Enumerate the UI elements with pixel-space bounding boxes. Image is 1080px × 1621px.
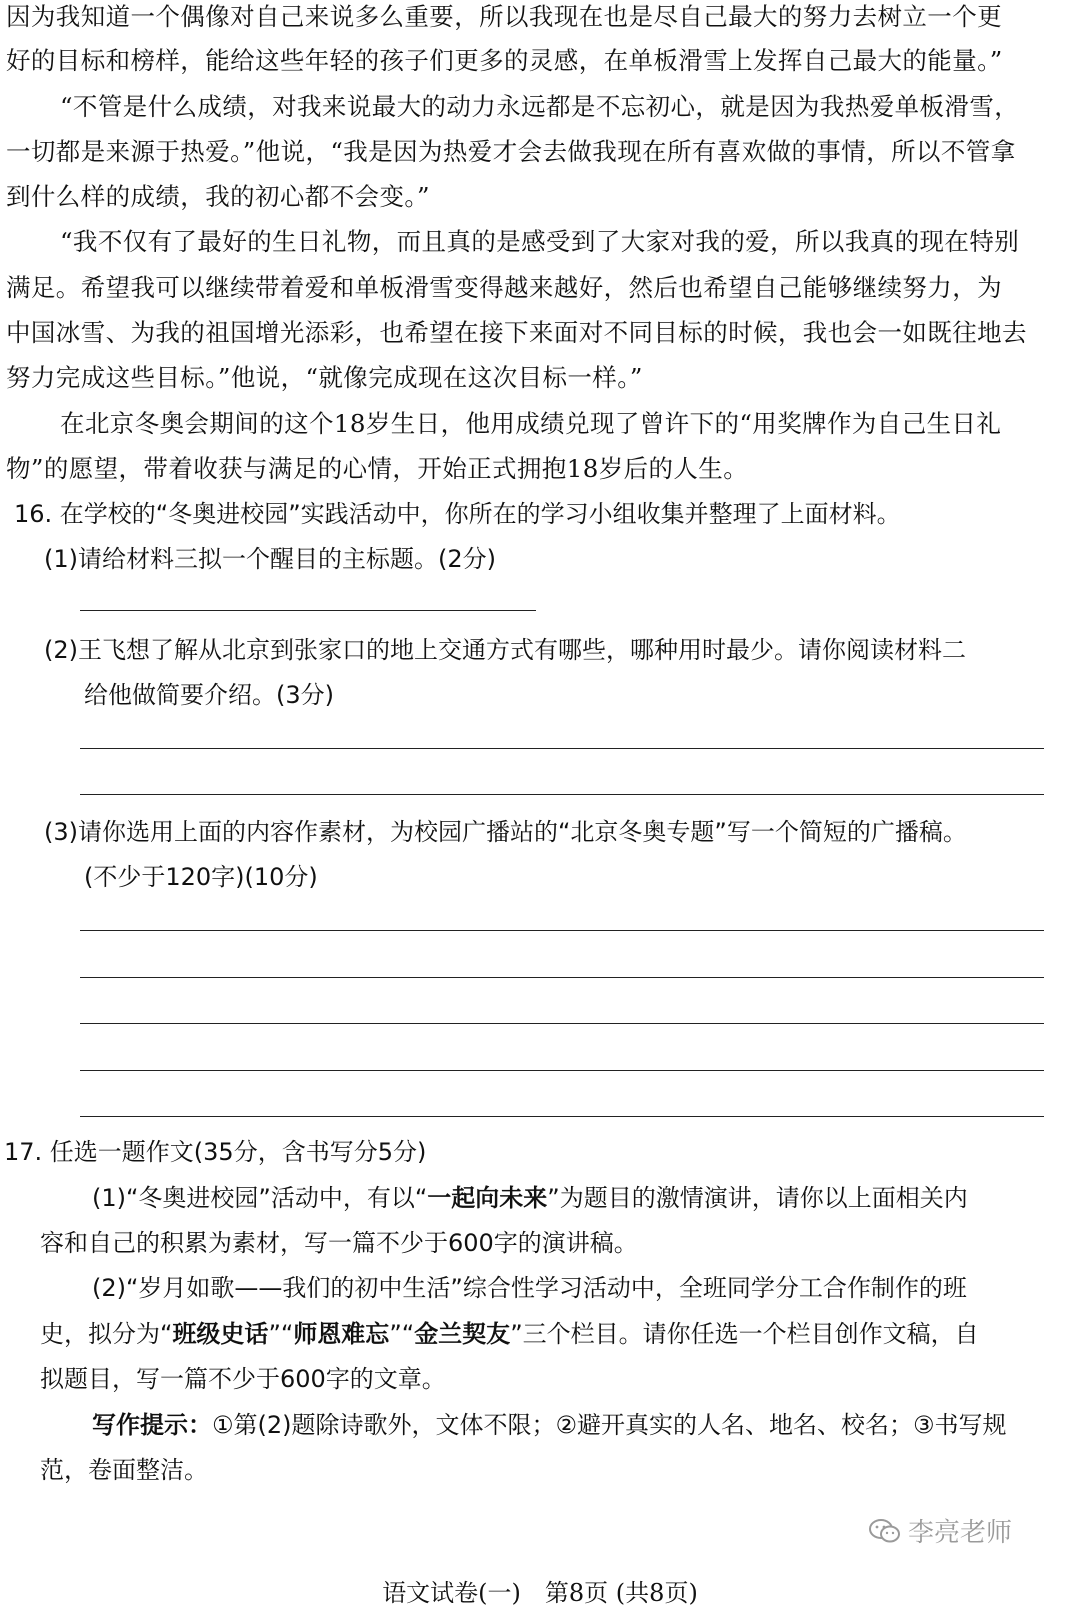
passage-line: 物”的愿望，带着收获与满足的心情，开始正式拥抱18岁后的人生。 [6,454,749,483]
watermark [868,1512,1012,1549]
question-17-option-2-cont: 拟题目，写一篇不少于600字的文章。 [40,1365,446,1393]
answer-line[interactable] [80,977,1044,978]
passage-line: “我不仅有了最好的生日礼物，而且真的是感受到了大家对我的爱，所以我真的现在特别 [60,227,1020,256]
passage-line: 努力完成这些目标。”他说，“就像完成现在这次目标一样。” [6,363,643,392]
question-17-option-1-cont: 容和自己的积累为素材，写一篇不少于600字的演讲稿。 [40,1229,638,1257]
option-1-text: (1)“冬奥进校园”活动中，有以“ [92,1184,428,1212]
passage-line: 满足。希望我可以继续带着爱和单板滑雪变得越来越好，然后也希望自己能够继续努力，为 [6,273,1002,302]
question-16-part-2: (2)王飞想了解从北京到张家口的地上交通方式有哪些，哪种用时最少。请你阅读材料二 [44,636,966,664]
passage-line: 在北京冬奥会期间的这个18岁生日，他用成绩兑现了曾许下的“用奖牌作为自己生日礼 [60,409,1002,438]
answer-line[interactable] [80,794,1044,795]
passage-line: 一切都是来源于热爱。”他说，“我是因为热爱才会去做我现在所有喜欢做的事情，所以不管拿 [6,137,1016,166]
question-16-part-2-cont: 给他做简要介绍。(3分) [84,681,334,709]
column-name: 金兰契友 [414,1320,511,1348]
question-17-option-2-cont [40,1317,1074,1351]
answer-line[interactable] [80,748,1044,749]
option-2-text: ”“ [268,1320,294,1348]
passage-line: 好的目标和榜样，能给这些年轻的孩子们更多的灵感，在单板滑雪上发挥自己最大的能量。” [6,46,1003,75]
writing-tips-cont: 范，卷面整洁。 [40,1456,208,1484]
answer-line[interactable] [80,610,536,611]
answer-line[interactable] [80,1070,1044,1071]
speech-title: 一起向未来 [427,1184,548,1212]
writing-tips-text: ①第(2)题除诗歌外，文体不限；②避开真实的人名、地名、校名；③书写规 [212,1411,1007,1439]
wechat-icon [868,1517,902,1545]
answer-line[interactable] [80,930,1044,931]
passage-line: “不管是什么成绩，对我来说最大的动力永远都是不忘初心，就是因为我热爱单板滑雪， [60,92,1020,121]
writing-tips [92,1408,1074,1442]
question-16-part-1: (1)请给材料三拟一个醒目的主标题。(2分) [44,545,496,573]
column-name: 班级史话 [172,1320,269,1348]
option-2-text: 史，拟分为“ [40,1320,173,1348]
passage-line: 中国冰雪、为我的祖国增光添彩，也希望在接下来面对不同目标的时候，我也会一如既往地去 [6,318,1027,347]
question-17-option-2: (2)“岁月如歌——我们的初中生活”综合性学习活动中，全班同学分工合作制作的班 [92,1274,967,1302]
watermark-text: 李亮老师 [908,1518,1013,1548]
question-17-stem: 17. 任选一题作文(35分，含书写分5分) [4,1138,427,1166]
option-1-text: ”为题目的激情演讲，请你以上面相关内 [547,1184,968,1212]
page-footer: 语文试卷(一) 第8页 (共8页) [382,1579,698,1607]
answer-line[interactable] [80,1023,1044,1024]
option-2-text: ”三个栏目。请你任选一个栏目创作文稿，自 [510,1320,979,1348]
option-2-text: ”“ [389,1320,415,1348]
column-name: 师恩难忘 [293,1320,390,1348]
passage-line: 到什么样的成绩，我的初心都不会变。” [6,182,430,211]
passage-line: 因为我知道一个偶像对自己来说多么重要，所以我现在也是尽自己最大的努力去树立一个更 [6,2,1002,31]
question-17-option-1 [92,1181,1074,1215]
writing-tips-label: 写作提示： [92,1411,212,1439]
answer-line[interactable] [80,1116,1044,1117]
question-16-part-3: (3)请你选用上面的内容作素材，为校园广播站的“北京冬奥专题”写一个简短的广播稿。 [44,818,967,846]
question-16-stem: 16. 在学校的“冬奥进校园”实践活动中，你所在的学习小组收集并整理了上面材料。 [14,500,901,528]
question-16-part-3-cont: (不少于120字)(10分) [84,863,318,891]
